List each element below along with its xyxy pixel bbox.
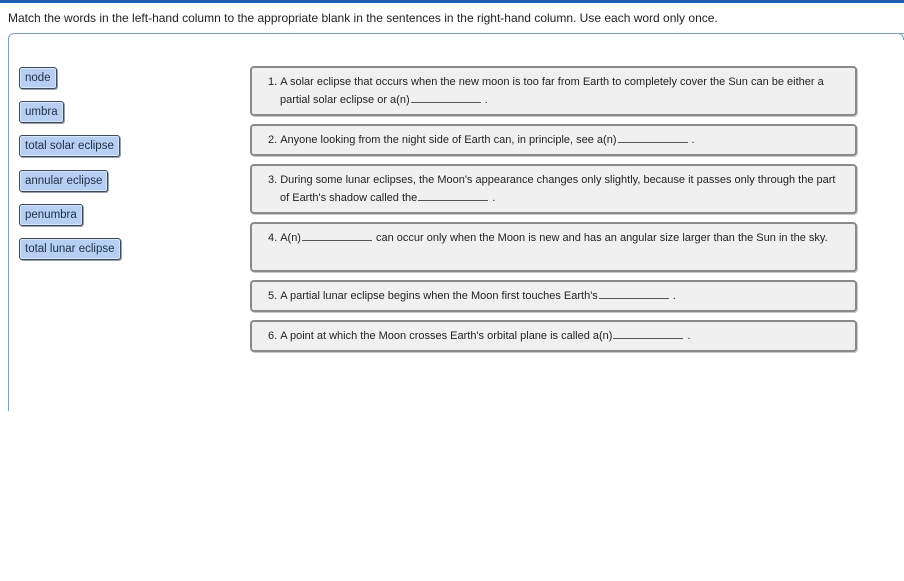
question-5 [250, 280, 857, 312]
question-text-after: . [672, 290, 676, 302]
answer-blank-1[interactable] [411, 91, 481, 103]
question-2 [250, 124, 857, 156]
question-number: 1. [268, 76, 278, 88]
question-text-before: A point at which the Moon crosses Earth's orbital plane is called a(n) [280, 330, 613, 342]
question-text-before: During some lunar eclipses, the Moon's appearance changes only slightly, because it passes only through the part of Earth's shadow called the [280, 174, 836, 204]
instructions-text: Match the words in the left-hand column to the appropriate blank in the sentences in the right-hand column. Use each word only once. [8, 11, 718, 25]
question-number: 4. [268, 232, 278, 244]
answer-blank-3[interactable] [418, 189, 488, 201]
question-1 [250, 66, 857, 116]
answer-blank-5[interactable] [599, 287, 669, 299]
question-number: 6. [268, 330, 278, 342]
question-text-before: Anyone looking from the night side of Earth can, in principle, see a(n) [280, 134, 617, 146]
word-chip-node[interactable]: node [19, 67, 57, 89]
question-text-before: A partial lunar eclipse begins when the Moon first touches Earth's [280, 290, 598, 302]
question-text-after: . [484, 94, 488, 106]
word-chip-total-solar-eclipse[interactable]: total solar eclipse [19, 135, 120, 157]
question-text-after: . [492, 192, 496, 204]
question-6 [250, 320, 857, 352]
word-chip-penumbra[interactable]: penumbra [19, 204, 83, 226]
question-text-before: A(n) [280, 232, 301, 244]
question-number: 5. [268, 290, 278, 302]
word-chip-umbra[interactable]: umbra [19, 101, 64, 123]
word-chip-annular-eclipse[interactable]: annular eclipse [19, 170, 108, 192]
question-text-after: . [691, 134, 695, 146]
question-text-after: can occur only when the Moon is new and has an angular size larger than the Sun in the sky. [375, 232, 828, 244]
word-chip-total-lunar-eclipse[interactable]: total lunar eclipse [19, 238, 121, 260]
question-number: 2. [268, 134, 278, 146]
answer-blank-2[interactable] [618, 131, 688, 143]
question-4 [250, 222, 857, 272]
top-accent-bar [0, 0, 904, 3]
question-text-after: . [687, 330, 691, 342]
question-3 [250, 164, 857, 214]
question-text-before: A solar eclipse that occurs when the new moon is too far from Earth to completely cover the Sun can be either a partial solar eclipse or a(n) [280, 76, 824, 106]
answer-blank-6[interactable] [613, 327, 683, 339]
question-number: 3. [268, 174, 278, 186]
answer-blank-4[interactable] [302, 229, 372, 241]
